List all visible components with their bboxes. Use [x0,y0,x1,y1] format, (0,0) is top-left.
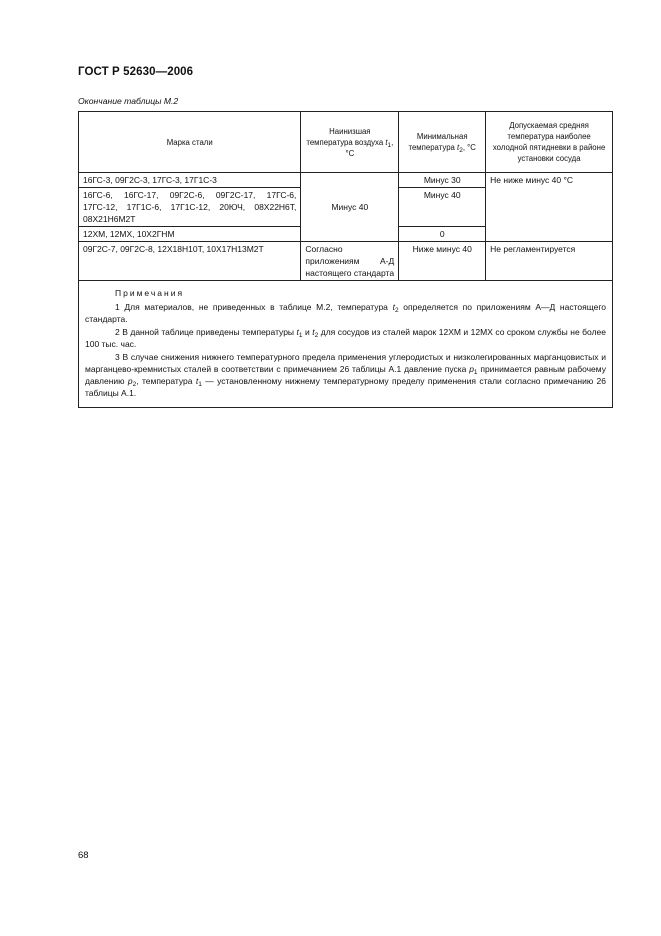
cell-grade: 12ХМ, 12МХ, 10Х2ГНМ [79,227,301,242]
header-t2: Минимальная температура $t_2$, °С [399,112,486,173]
note-3: 3 В случае снижения нижнего температурного предела применения углеродистых и низколегированных марганцовистых и марганцево-кремнистых сталей в соответствии с примечанием 26 таблицы А.1 давление пуска $р_1$ принимается равным рабочему давлению $р_2$, температура $t_1$ — установленному нижнему температурному пределу применения стали согласно примечанию 26 таблицы А.1. [85,352,607,398]
table-caption: Окончание таблицы М.2 [78,96,179,106]
cell-t2: Минус 40 [399,188,486,227]
header-five-day: Допускаемая средняя температура наиболее холодной пятидневки в районе установки сосуда [486,112,613,173]
cell-t2: Минус 30 [399,173,486,188]
header-steel-grade: Марка стали [79,112,301,173]
note-1: 1 Для материалов, не приведенных в таблице М.2, температура $t_2$ определяется по приложениям А—Д настоящего стандарта. [85,302,606,324]
cell-grade: 09Г2С-7, 09Г2С-8, 12Х18Н10Т, 10Х17Н13М2Т [79,242,301,281]
cell-five-day-merged: Не ниже минус 40 °С [486,173,613,242]
page-number: 68 [78,850,89,861]
table-row [79,242,613,281]
note-2: 2 В данной таблице приведены температуры $t_1$ и $t_2$ для сосудов из сталей марок 12ХМ и 12МХ со сроком службы не более 100 тыс. час. [85,327,606,349]
cell-t1: Согласно приложениям А-Д настоящего стандарта [301,242,399,281]
header-t1: Наинизшая температура воздуха $t_1$, °С [301,112,399,173]
cell-grade: 16ГС-6, 16ГС-17, 09Г2С-6, 09Г2С-17, 17ГС-6, 17ГС-12, 17Г1С-6, 17Г1С-12, 20ЮЧ, 08Х22Н6Т, 08Х21Н6М2Т [79,188,301,227]
cell-t2: 0 [399,227,486,242]
document-title: ГОСТ Р 52630—2006 [78,66,194,78]
steel-temperature-table [78,111,613,408]
table-row [79,173,613,188]
notes-cell [79,281,613,408]
notes-row [79,281,613,408]
table-header-row [79,112,613,173]
cell-t1-merged: Минус 40 [301,173,399,242]
cell-t2: Ниже минус 40 [399,242,486,281]
notes-title: Примечания [115,288,185,298]
cell-grade: 16ГС-3, 09Г2С-3, 17ГС-3, 17Г1С-3 [79,173,301,188]
cell-five-day: Не регламентируется [486,242,613,281]
